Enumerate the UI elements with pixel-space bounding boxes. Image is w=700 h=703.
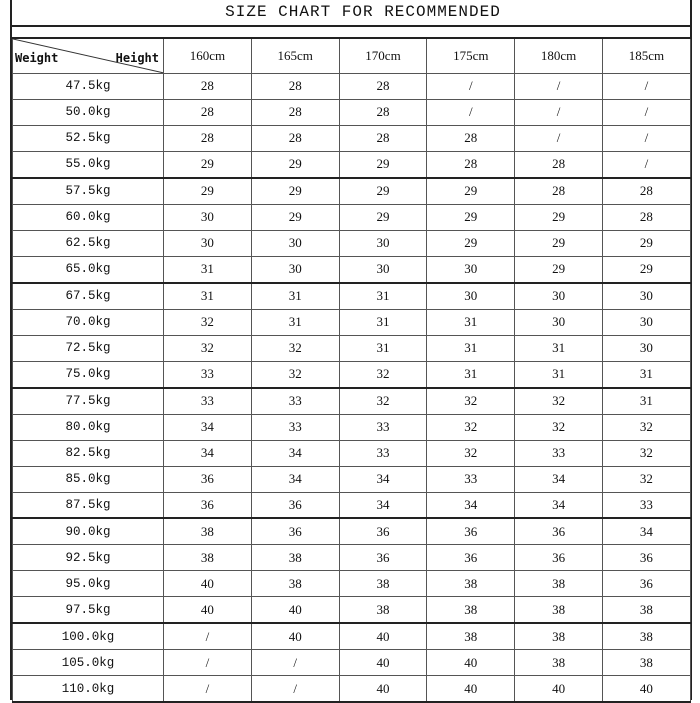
weight-cell: 75.0kg [13, 361, 164, 387]
size-chart-sheet [10, 0, 692, 700]
size-cell: 38 [339, 571, 427, 597]
size-cell: 29 [339, 151, 427, 177]
size-cell: / [602, 74, 690, 100]
size-cell: 30 [602, 335, 690, 361]
size-cell: 40 [164, 571, 252, 597]
size-cell: 40 [427, 676, 515, 702]
size-cell: 33 [339, 440, 427, 466]
size-cell: 30 [251, 230, 339, 256]
size-cell: 38 [339, 597, 427, 623]
weight-cell: 55.0kg [13, 151, 164, 177]
size-cell: 34 [339, 466, 427, 492]
size-cell: 28 [602, 178, 690, 204]
weight-cell: 87.5kg [13, 492, 164, 518]
size-cell: / [427, 99, 515, 125]
size-cell: 28 [251, 74, 339, 100]
size-cell: 31 [339, 335, 427, 361]
height-header-185: 185cm [602, 38, 690, 74]
weight-cell: 80.0kg [13, 414, 164, 440]
size-cell: 30 [515, 283, 603, 309]
size-cell: 36 [164, 466, 252, 492]
weight-cell: 47.5kg [13, 74, 164, 100]
size-cell: 34 [339, 492, 427, 518]
size-cell: 31 [164, 283, 252, 309]
size-cell: 32 [427, 440, 515, 466]
size-cell: 32 [515, 388, 603, 414]
table-row [13, 414, 691, 440]
chart-title: SIZE CHART FOR RECOMMENDED [12, 0, 690, 27]
size-cell: 40 [427, 650, 515, 676]
size-cell: 29 [164, 178, 252, 204]
table-row [13, 440, 691, 466]
size-cell: 36 [164, 492, 252, 518]
table-row [13, 125, 691, 151]
size-cell: 40 [251, 597, 339, 623]
size-cell: 28 [339, 99, 427, 125]
corner-height-label: Height [115, 51, 159, 65]
size-cell: 38 [602, 623, 690, 649]
size-cell: 29 [251, 204, 339, 230]
size-cell: 33 [427, 466, 515, 492]
size-cell: 31 [427, 361, 515, 387]
size-cell: 30 [427, 256, 515, 282]
size-cell: 30 [164, 230, 252, 256]
table-row [13, 623, 691, 649]
size-cell: 28 [339, 74, 427, 100]
size-cell: 31 [515, 335, 603, 361]
size-cell: 34 [427, 492, 515, 518]
size-cell: 36 [427, 518, 515, 544]
size-cell: 33 [164, 361, 252, 387]
size-cell: 28 [515, 151, 603, 177]
size-cell: 29 [339, 178, 427, 204]
weight-cell: 62.5kg [13, 230, 164, 256]
weight-cell: 95.0kg [13, 571, 164, 597]
size-cell: 29 [339, 204, 427, 230]
size-cell: 36 [251, 492, 339, 518]
size-cell: / [602, 151, 690, 177]
weight-cell: 85.0kg [13, 466, 164, 492]
size-cell: 33 [602, 492, 690, 518]
size-cell: 34 [515, 492, 603, 518]
size-cell: 31 [602, 361, 690, 387]
size-cell: 32 [515, 414, 603, 440]
size-cell: 33 [251, 414, 339, 440]
weight-cell: 105.0kg [13, 650, 164, 676]
table-row [13, 178, 691, 204]
size-cell: 34 [515, 466, 603, 492]
size-cell: 36 [602, 571, 690, 597]
weight-cell: 57.5kg [13, 178, 164, 204]
size-cell: 31 [515, 361, 603, 387]
size-cell: 34 [251, 440, 339, 466]
table-row [13, 283, 691, 309]
size-cell: 32 [164, 309, 252, 335]
weight-cell: 65.0kg [13, 256, 164, 282]
size-cell: / [164, 623, 252, 649]
size-cell: 29 [602, 230, 690, 256]
table-row [13, 230, 691, 256]
size-cell: 33 [515, 440, 603, 466]
size-cell: 28 [427, 151, 515, 177]
size-cell: 38 [164, 518, 252, 544]
size-cell: 34 [164, 414, 252, 440]
size-cell: 28 [515, 178, 603, 204]
corner-header-cell [13, 38, 164, 74]
header-row [13, 38, 691, 74]
table-row [13, 676, 691, 702]
size-cell: 34 [602, 518, 690, 544]
size-cell: 32 [164, 335, 252, 361]
size-cell: 38 [427, 623, 515, 649]
size-cell: 36 [602, 545, 690, 571]
size-cell: 29 [427, 204, 515, 230]
size-cell: 30 [515, 309, 603, 335]
size-cell: 38 [515, 597, 603, 623]
size-cell: 32 [427, 388, 515, 414]
size-cell: 28 [251, 99, 339, 125]
title-gap [12, 27, 690, 37]
size-cell: 40 [339, 650, 427, 676]
size-cell: 32 [602, 466, 690, 492]
size-cell: 32 [339, 361, 427, 387]
size-cell: 32 [251, 335, 339, 361]
size-cell: 34 [164, 440, 252, 466]
size-cell: 34 [251, 466, 339, 492]
table-row [13, 309, 691, 335]
size-cell: 38 [602, 650, 690, 676]
size-cell: 40 [602, 676, 690, 702]
size-cell: 30 [427, 283, 515, 309]
size-cell: / [251, 676, 339, 702]
size-cell: 30 [339, 230, 427, 256]
table-row [13, 466, 691, 492]
weight-cell: 97.5kg [13, 597, 164, 623]
size-cell: 28 [164, 125, 252, 151]
size-cell: 36 [515, 518, 603, 544]
weight-cell: 60.0kg [13, 204, 164, 230]
size-cell: 38 [164, 545, 252, 571]
size-cell: 40 [251, 623, 339, 649]
table-row [13, 204, 691, 230]
height-header-175: 175cm [427, 38, 515, 74]
size-table-body [13, 74, 691, 703]
size-cell: 28 [602, 204, 690, 230]
size-cell: 30 [339, 256, 427, 282]
size-cell: 30 [602, 309, 690, 335]
size-cell: / [251, 650, 339, 676]
table-row [13, 151, 691, 177]
size-cell: / [602, 125, 690, 151]
size-cell: 32 [602, 440, 690, 466]
height-header-160: 160cm [164, 38, 252, 74]
size-cell: / [164, 650, 252, 676]
size-cell: 38 [515, 650, 603, 676]
weight-cell: 50.0kg [13, 99, 164, 125]
size-cell: 36 [339, 518, 427, 544]
size-cell: 30 [602, 283, 690, 309]
size-cell: 32 [427, 414, 515, 440]
corner-weight-label: Weight [15, 51, 59, 65]
height-header-165: 165cm [251, 38, 339, 74]
size-cell: 40 [515, 676, 603, 702]
size-cell: 31 [602, 388, 690, 414]
table-row [13, 650, 691, 676]
size-cell: 31 [251, 309, 339, 335]
table-row [13, 256, 691, 282]
weight-cell: 77.5kg [13, 388, 164, 414]
weight-cell: 90.0kg [13, 518, 164, 544]
size-cell: 32 [251, 361, 339, 387]
size-cell: 30 [251, 256, 339, 282]
size-cell: 33 [339, 414, 427, 440]
size-cell: 36 [251, 518, 339, 544]
size-cell: 31 [251, 283, 339, 309]
size-cell: 33 [251, 388, 339, 414]
table-row [13, 571, 691, 597]
size-cell: 28 [164, 74, 252, 100]
size-cell: 33 [164, 388, 252, 414]
table-row [13, 335, 691, 361]
size-cell: / [427, 74, 515, 100]
size-cell: 31 [427, 309, 515, 335]
size-cell: 29 [427, 230, 515, 256]
size-cell: 29 [515, 256, 603, 282]
size-table [12, 37, 691, 703]
size-cell: 29 [427, 178, 515, 204]
table-row [13, 518, 691, 544]
size-cell: 29 [515, 230, 603, 256]
size-cell: 29 [251, 178, 339, 204]
size-cell: / [164, 676, 252, 702]
size-cell: 28 [427, 125, 515, 151]
size-cell: 30 [164, 204, 252, 230]
size-cell: 29 [164, 151, 252, 177]
table-row [13, 492, 691, 518]
size-cell: 29 [515, 204, 603, 230]
size-cell: 38 [251, 571, 339, 597]
weight-cell: 70.0kg [13, 309, 164, 335]
weight-cell: 67.5kg [13, 283, 164, 309]
size-cell: / [602, 99, 690, 125]
size-cell: 31 [339, 283, 427, 309]
size-cell: 31 [427, 335, 515, 361]
size-cell: 28 [251, 125, 339, 151]
size-cell: 38 [427, 597, 515, 623]
size-cell: 40 [339, 623, 427, 649]
size-cell: / [515, 74, 603, 100]
size-cell: 28 [164, 99, 252, 125]
weight-cell: 92.5kg [13, 545, 164, 571]
size-cell: 28 [339, 125, 427, 151]
table-row [13, 597, 691, 623]
size-cell: 29 [602, 256, 690, 282]
weight-cell: 72.5kg [13, 335, 164, 361]
size-cell: 40 [339, 676, 427, 702]
weight-cell: 52.5kg [13, 125, 164, 151]
height-header-180: 180cm [515, 38, 603, 74]
table-row [13, 361, 691, 387]
size-cell: 36 [339, 545, 427, 571]
height-header-170: 170cm [339, 38, 427, 74]
table-row [13, 545, 691, 571]
size-cell: 36 [427, 545, 515, 571]
table-row [13, 99, 691, 125]
size-cell: 40 [164, 597, 252, 623]
size-cell: 32 [602, 414, 690, 440]
size-cell: 38 [515, 571, 603, 597]
weight-cell: 110.0kg [13, 676, 164, 702]
size-cell: / [515, 125, 603, 151]
size-cell: 38 [515, 623, 603, 649]
weight-cell: 100.0kg [13, 623, 164, 649]
size-cell: 32 [339, 388, 427, 414]
size-cell: 31 [164, 256, 252, 282]
size-cell: / [515, 99, 603, 125]
size-cell: 38 [251, 545, 339, 571]
weight-cell: 82.5kg [13, 440, 164, 466]
size-cell: 29 [251, 151, 339, 177]
size-cell: 31 [339, 309, 427, 335]
size-cell: 36 [515, 545, 603, 571]
table-row [13, 74, 691, 100]
size-cell: 38 [427, 571, 515, 597]
table-row [13, 388, 691, 414]
size-cell: 38 [602, 597, 690, 623]
